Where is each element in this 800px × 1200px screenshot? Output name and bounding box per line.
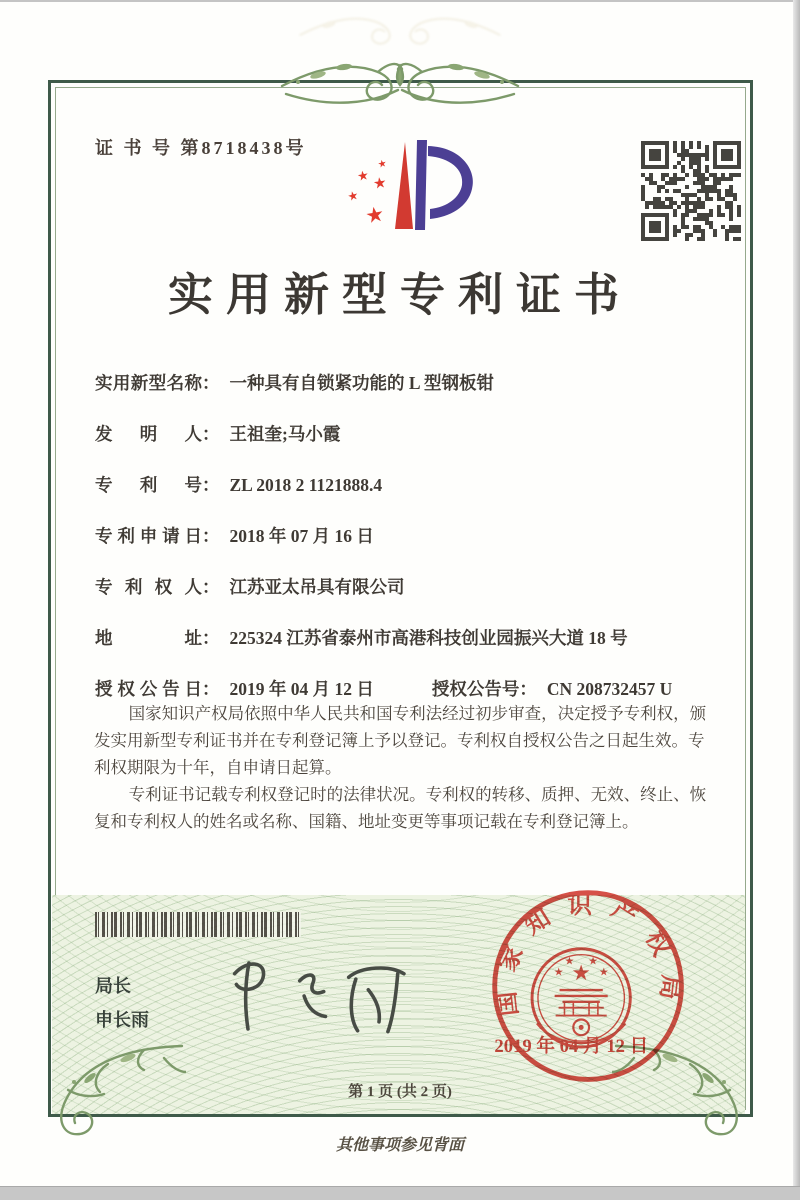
field-row-name — [95, 358, 735, 409]
field-label: 专利号 — [95, 475, 202, 495]
legal-paragraph-2: 专利证书记载专利权登记时的法律状况。专利权的转移、质押、无效、终止、恢复和专利权人的姓名或名称、国籍、地址变更等事项记载在专利登记簿上。 — [94, 785, 707, 831]
grant-no-value: CN 208732457 U — [546, 679, 673, 699]
svg-text:★: ★ — [571, 961, 591, 986]
field-row-patentee — [95, 562, 735, 613]
field-colon: ： — [519, 679, 537, 699]
field-colon: ： — [202, 424, 220, 444]
director-signature-icon — [215, 946, 420, 1046]
field-value: 2018 年 07 月 16 日 — [229, 526, 374, 546]
certificate-title: 实用新型专利证书 — [167, 270, 632, 320]
svg-text:★: ★ — [346, 187, 360, 205]
barcode — [95, 912, 301, 937]
page-number: 第 1 页 (共 2 页) — [348, 1084, 452, 1100]
grant-date-label: 授权公告日 — [95, 679, 202, 699]
official-seal — [478, 878, 704, 1104]
field-label: 实用新型名称 — [95, 373, 202, 393]
field-colon: ： — [202, 373, 220, 393]
svg-text:★: ★ — [553, 966, 564, 979]
field-row-inventors — [95, 409, 735, 460]
field-colon: ： — [202, 526, 220, 546]
field-colon: ： — [202, 577, 220, 597]
svg-text:★: ★ — [372, 175, 388, 193]
svg-text:★: ★ — [355, 167, 370, 184]
field-colon: ： — [202, 628, 220, 648]
svg-text:★: ★ — [564, 955, 575, 968]
field-label: 地址 — [95, 628, 202, 648]
top-flourish — [278, 52, 522, 110]
field-label: 专利权人 — [95, 577, 202, 597]
cnipa-logo-icon — [322, 131, 480, 245]
field-row-patent-no — [95, 460, 735, 511]
grant-no-label: 授权公告号 — [431, 679, 520, 699]
field-value: 一种具有自锁紧功能的 L 型钢板钳 — [229, 373, 494, 393]
qr-code — [641, 141, 741, 241]
svg-text:★: ★ — [376, 158, 388, 171]
field-colon: ： — [202, 475, 220, 495]
back-side-note: 其他事项参见背面 — [335, 1137, 464, 1154]
svg-text:★: ★ — [588, 955, 598, 968]
field-value: ZL 2018 2 1121888.4 — [229, 475, 383, 495]
field-label: 发明人 — [95, 424, 202, 444]
photo-edge-bottom — [0, 1186, 800, 1200]
director-title: 局长 — [95, 976, 131, 996]
field-label: 专利申请日 — [95, 526, 202, 546]
certificate-number: 证 书 号 第8718438号 — [95, 138, 307, 158]
svg-text:★: ★ — [598, 966, 609, 979]
legal-text — [94, 700, 720, 835]
grant-date-value: 2019 年 04 月 12 日 — [229, 679, 374, 699]
ghost-flourish — [280, 2, 520, 54]
photo-edge-right — [793, 0, 800, 1200]
national-emblem-icon — [532, 949, 630, 1047]
director-name: 申长雨 — [95, 1010, 149, 1030]
field-value: 王祖奎;马小霞 — [229, 424, 341, 444]
field-value: 江苏亚太吊具有限公司 — [229, 577, 405, 597]
certificate-fields — [95, 358, 735, 715]
field-value: 225324 江苏省泰州市高港科技创业园振兴大道 18 号 — [229, 628, 628, 648]
field-colon: ： — [202, 679, 220, 699]
legal-paragraph-1: 国家知识产权局依照中华人民共和国专利法经过初步审查，决定授予专利权，颁发实用新型专利证书并在专利登记簿上予以登记。专利权自授权公告之日起生效。专利权期限为十年，自申请日起算。 — [94, 704, 707, 777]
field-row-filing-date — [95, 511, 735, 562]
field-row-address — [95, 613, 735, 664]
svg-text:★: ★ — [363, 201, 387, 229]
svg-text:国家知识产权局 — [491, 891, 686, 1018]
seal-ring-text: 国家知识产权局 — [491, 891, 685, 1018]
seal-date: 2019 年 04 月 12 日 — [494, 1035, 649, 1057]
